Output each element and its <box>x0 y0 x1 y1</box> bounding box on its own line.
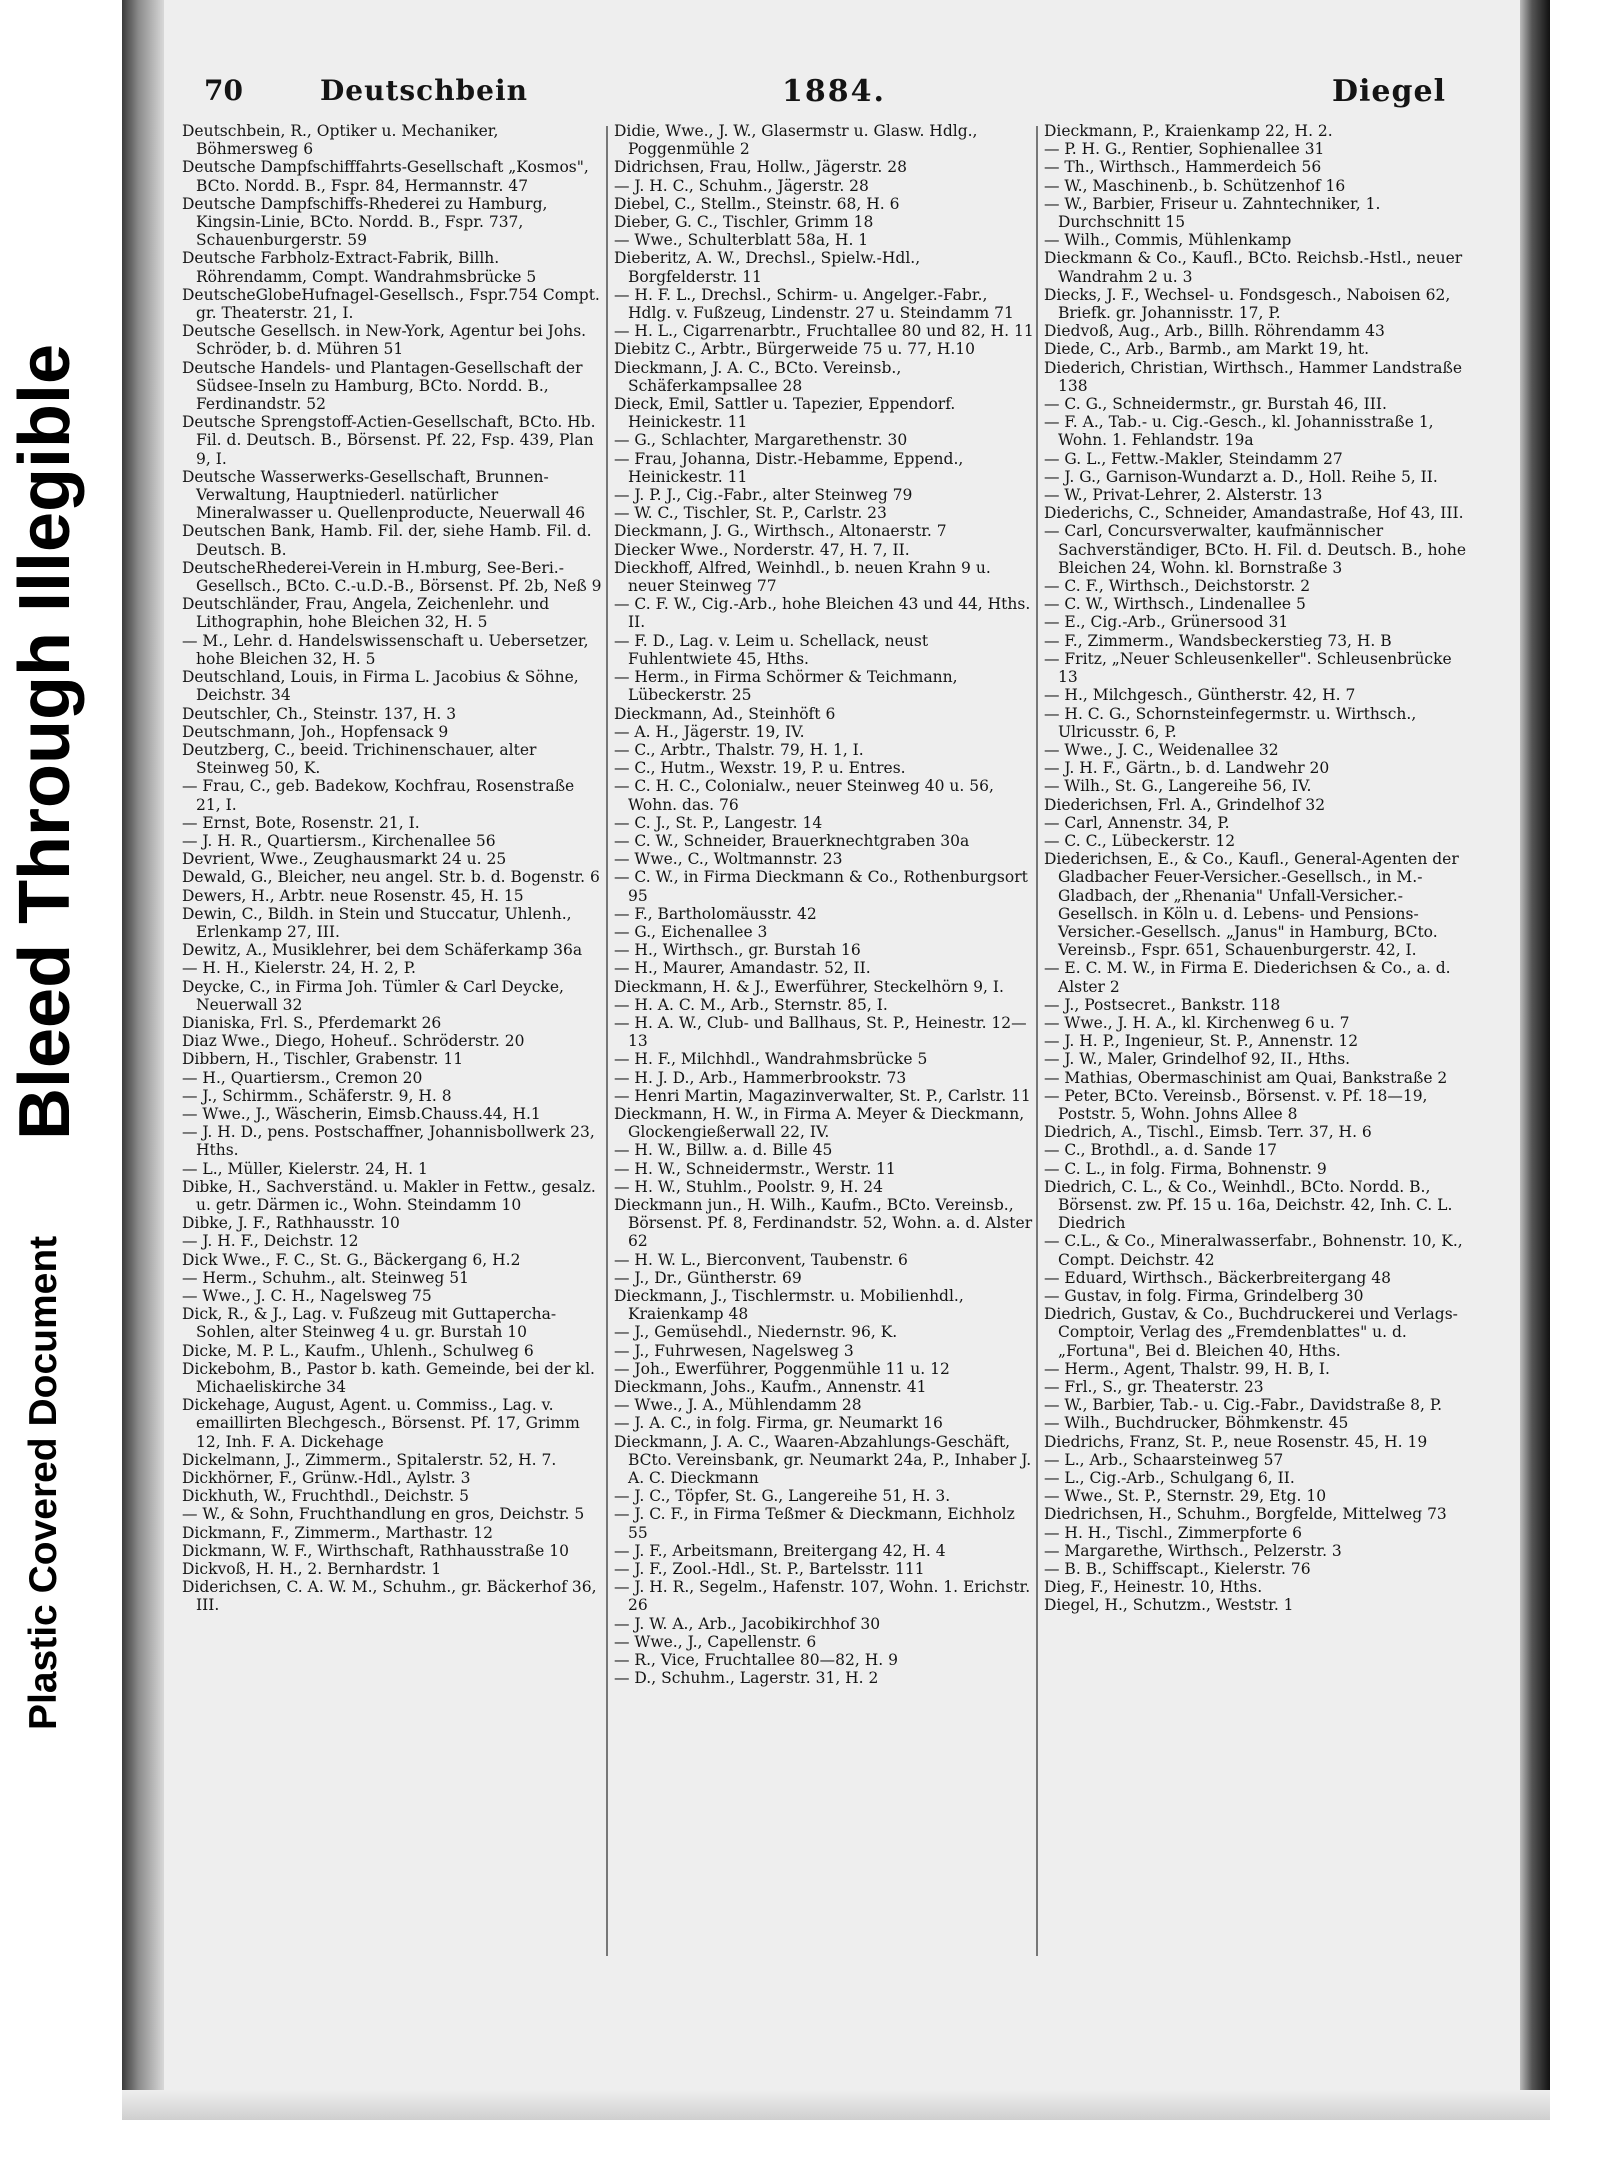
directory-entry: — C. W., Wirthsch., Lindenallee 5 <box>1044 595 1306 614</box>
directory-entry: Deutsche Dampfschiffs-Rhederei zu Hamburg, Kingsin-Linie, BCto. Nordd. B., Fspr. 737, Schauenburgerstr. 59 <box>182 194 548 250</box>
directory-entry: Diedvoß, Aug., Arb., Billh. Röhrendamm 43 <box>1044 322 1385 341</box>
directory-entry: — H. W., Billw. a. d. Bille 45 <box>614 1141 833 1160</box>
directory-entry: — Frl., S., gr. Theaterstr. 23 <box>1044 1378 1264 1397</box>
directory-entry: DeutscheGlobeHufnagel-Gesellsch., Fspr.754 Compt. gr. Theaterstr. 21, I. <box>182 285 600 323</box>
directory-entry: Dick, R., & J., Lag. v. Fußzeug mit Guttapercha-Sohlen, alter Steinweg 4 u. gr. Burstah 10 <box>182 1305 557 1342</box>
running-head-year: 1884. <box>782 74 886 109</box>
directory-entry: Dieck, Emil, Sattler u. Tapezier, Eppendorf. Heinickestr. 11 <box>614 395 956 432</box>
directory-entry: — C., Hutm., Wexstr. 19, P. u. Entres. <box>614 759 906 778</box>
directory-entry: — W., & Sohn, Fruchthandlung en gros, Deichstr. 5 <box>182 1505 585 1524</box>
directory-entry: — W., Maschinenb., b. Schützenhof 16 <box>1044 176 1346 195</box>
directory-entry: — J. H. P., Ingenieur, St. P., Annenstr. 12 <box>1044 1032 1359 1051</box>
directory-entry: — C. F. W., Cig.-Arb., hohe Bleichen 43 und 44, Hths. II. <box>614 595 1031 632</box>
directory-entry: Dieckmann, Ad., Steinhöft 6 <box>614 704 836 723</box>
directory-entry: — H. L., Cigarrenarbtr., Fruchtallee 80 und 82, H. 11 <box>614 322 1034 341</box>
directory-entry: Deutschland, Louis, in Firma L. Jacobius & Söhne, Deichstr. 34 <box>182 668 579 705</box>
directory-entry: — G., Schlachter, Margarethenstr. 30 <box>614 431 908 450</box>
directory-entry: Deutschler, Ch., Steinstr. 137, H. 3 <box>182 704 457 723</box>
directory-entry: — Herm., Agent, Thalstr. 99, H. B, I. <box>1044 1359 1330 1378</box>
directory-entry: Dieckmann, H. & J., Ewerführer, Steckelhörn 9, I. <box>614 977 1004 996</box>
directory-entry: — C. F., Wirthsch., Deichstorstr. 2 <box>1044 577 1311 596</box>
directory-entry: Diebitz C., Arbtr., Bürgerweide 75 u. 77, H.10 <box>614 340 976 359</box>
directory-entry: Deutsche Farbholz-Extract-Fabrik, Billh. Röhrendamm, Compt. Wandrahmsbrücke 5 <box>182 249 537 286</box>
directory-entry: — Herm., Schuhm., alt. Steinweg 51 <box>182 1268 469 1287</box>
directory-entry: — Joh., Ewerführer, Poggenmühle 11 u. 12 <box>614 1359 950 1378</box>
directory-entry: — C. W., in Firma Dieckmann & Co., Rothenburgsort 95 <box>614 868 1028 905</box>
directory-entry: — W. C., Tischler, St. P., Carlstr. 23 <box>614 504 887 523</box>
directory-entry: Dieckmann & Co., Kaufl., BCto. Reichsb.-Hstl., neuer Wandrahm 2 u. 3 <box>1044 249 1463 286</box>
directory-entry: — C. H. C., Colonialw., neuer Steinweg 40 u. 56, Wohn. das. 76 <box>614 777 994 814</box>
directory-entry: Deutzberg, C., beeid. Trichinenschauer, alter Steinweg 50, K. <box>182 740 537 778</box>
directory-entry: — Gustav, in folg. Firma, Grindelberg 30 <box>1044 1287 1364 1305</box>
directory-entry: — J. W., Maler, Grindelhof 92, II., Hths. <box>1044 1050 1351 1069</box>
directory-entry: — Carl, Concursverwalter, kaufmännischer Sachverständiger, BCto. H. Fil. d. Deutsch. B., hohe Bleichen 24, Wohn. kl. Bornstraße 3 <box>1044 522 1467 577</box>
directory-entry: — A. H., Jägerstr. 19, IV. <box>614 722 805 741</box>
directory-entry: — R., Vice, Fruchtallee 80—82, H. 9 <box>614 1651 898 1670</box>
directory-entry: Didie, Wwe., J. W., Glasermstr u. Glasw. Hdlg., Poggenmühle 2 <box>614 122 978 159</box>
directory-entry: — M., Lehr. d. Handelswissenschaft u. Uebersetzer, hohe Bleichen 32, H. 5 <box>182 631 589 668</box>
directory-entry: — J. W. A., Arb., Jacobikirchhof 30 <box>614 1614 881 1633</box>
directory-entry: — J. P. J., Cig.-Fabr., alter Steinweg 79 <box>614 486 913 505</box>
directory-entry: — J., Dr., Güntherstr. 69 <box>614 1268 802 1287</box>
directory-entry: — H. W. L., Bierconvent, Taubenstr. 6 <box>614 1250 908 1269</box>
sidebar <box>0 0 120 2177</box>
directory-entry: — J. C. F., in Firma Teßmer & Dieckmann, Eichholz 55 <box>614 1505 1015 1542</box>
directory-entry: — J. H. R., Segelm., Hafenstr. 107, Wohn. 1. Erichstr. 26 <box>614 1578 1031 1615</box>
directory-entry: Diedrichs, Franz, St. P., neue Rosenstr. 45, H. 19 <box>1044 1432 1428 1451</box>
directory-entry: — H. F. L., Drechsl., Schirm- u. Angelger.-Fabr., Hdlg. v. Fußzeug, Lindenstr. 27 u. Steindamm 71 <box>614 285 1014 323</box>
directory-entry: Dewers, H., Arbtr. neue Rosenstr. 45, H. 15 <box>182 886 524 905</box>
directory-entry: — Wwe., St. P., Sternstr. 29, Etg. 10 <box>1044 1487 1327 1506</box>
directory-entry: Diedrich, Gustav, & Co., Buchdruckerei und Verlags-Comptoir, Verlag des „Fremdenblattes" u. d. „Fortuna", Bei d. Bleichen 40, Hths. <box>1044 1305 1458 1360</box>
directory-entry: — F. D., Lag. v. Leim u. Schellack, neust Fuhlentwiete 45, Hths. <box>614 631 929 668</box>
directory-entry: — W., Barbier, Tab.- u. Cig.-Fabr., Davidstraße 8, P. <box>1044 1396 1443 1415</box>
directory-entry: Dianiska, Frl. S., Pferdemarkt 26 <box>182 1013 442 1032</box>
directory-entry: Deutschländer, Frau, Angela, Zeichenlehr. und Lithographin, hohe Bleichen 32, H. 5 <box>182 595 550 632</box>
directory-entry: — H. A. C. M., Arb., Sternstr. 85, I. <box>614 995 888 1014</box>
directory-entry: — Wwe., J. C., Weidenallee 32 <box>1044 740 1279 759</box>
directory-entry: Dieckmann, Johs., Kaufm., Annenstr. 41 <box>614 1378 927 1397</box>
directory-entry: — Ernst, Bote, Rosenstr. 21, I. <box>182 813 420 832</box>
directory-entry: — Henri Martin, Magazinverwalter, St. P., Carlstr. 11 <box>614 1086 1031 1105</box>
directory-entry: — H. W., Schneidermstr., Werstr. 11 <box>614 1159 896 1178</box>
directory-entry: — C., Brothdl., a. d. Sande 17 <box>1044 1141 1277 1160</box>
directory-entry: Dieckmann jun., H. Wilh., Kaufm., BCto. Vereinsb., Börsenst. Pf. 8, Ferdinandstr. 52, Wohn. a. d. Alster 62 <box>614 1195 1033 1251</box>
directory-entry: Diegel, H., Schutzm., Weststr. 1 <box>1044 1596 1294 1615</box>
directory-entry: Deutsche Handels- und Plantagen-Gesellschaft der Südsee-Inseln zu Hamburg, BCto. Nordd. B., Ferdinandstr. 52 <box>182 358 583 414</box>
directory-entry: — H., Quartiersm., Cremon 20 <box>182 1068 423 1087</box>
page-binding-shadow <box>122 0 164 2120</box>
directory-entry: — C. G., Schneidermstr., gr. Burstah 46, III. <box>1044 395 1387 414</box>
directory-entry: — Wilh., Buchdrucker, Böhmkenstr. 45 <box>1044 1414 1349 1433</box>
directory-entry: — Wwe., J., Wäscherin, Eimsb.Chauss.44, H.1 <box>182 1104 541 1123</box>
directory-entry: — Frau, C., geb. Badekow, Kochfrau, Rosenstraße 21, I. <box>182 777 575 814</box>
directory-entry: Dieckhoff, Alfred, Weinhdl., b. neuen Krahn 9 u. neuer Steinweg 77 <box>614 558 991 596</box>
directory-entry: — Mathias, Obermaschinist am Quai, Bankstraße 2 <box>1044 1068 1448 1087</box>
directory-entry: — Wwe., J. A., Mühlendamm 28 <box>614 1396 862 1415</box>
directory-entry: — H. A. W., Club- und Ballhaus, St. P., Heinestr. 12—13 <box>614 1013 1027 1051</box>
directory-entry: — H., Milchgesch., Güntherstr. 42, H. 7 <box>1044 686 1356 705</box>
directory-entry: Diedrichsen, H., Schuhm., Borgfelde, Mittelweg 73 <box>1044 1505 1447 1524</box>
directory-entry: — G., Eichenallee 3 <box>614 922 768 941</box>
directory-entry: Dewitz, A., Musiklehrer, bei dem Schäferkamp 36a <box>182 941 583 960</box>
directory-entry: — Wwe., J. C. H., Nagelsweg 75 <box>182 1287 432 1305</box>
directory-entry: — C. J., St. P., Langestr. 14 <box>614 813 823 832</box>
directory-entry: Dicke, M. P. L., Kaufm., Uhlenh., Schulweg 6 <box>182 1341 534 1360</box>
directory-entry: Diderichsen, C. A. W. M., Schuhm., gr. Bäckerhof 36, III. <box>182 1578 597 1615</box>
directory-entry: — Wwe., J., Capellenstr. 6 <box>614 1632 817 1651</box>
directory-entry: Dieckmann, J. A. C., Waaren-Abzahlungs-Geschäft, BCto. Vereinsbank, gr. Neumarkt 24a, P., Inhaber J. A. C. Dieckmann <box>614 1432 1032 1488</box>
directory-entry: — J. H. R., Quartiersm., Kirchenallee 56 <box>182 831 496 850</box>
directory-entry: — Peter, BCto. Vereinsb., Börsenst. v. Pf. 18—19, Poststr. 5, Wohn. Johns Allee 8 <box>1044 1086 1428 1123</box>
directory-entry: — C.L., & Co., Mineralwasserfabr., Bohnenstr. 10, K., Compt. Deichstr. 42 <box>1044 1232 1463 1269</box>
directory-entry: — Wwe., J. H. A., kl. Kirchenweg 6 u. 7 <box>1044 1013 1350 1032</box>
plastic-covered-label: Plastic Covered Document <box>22 1235 65 1730</box>
directory-entry: — J. A. C., in folg. Firma, gr. Neumarkt 16 <box>614 1414 943 1433</box>
running-head-right: Diegel <box>1332 74 1446 109</box>
directory-entry: — J., Fuhrwesen, Nagelsweg 3 <box>614 1341 854 1360</box>
directory-entry: Dieckmann, J. A. C., BCto. Vereinsb., Schäferkampsallee 28 <box>614 358 902 395</box>
directory-entry: — D., Schuhm., Lagerstr. 31, H. 2 <box>614 1669 879 1688</box>
directory-entry: — Carl, Annenstr. 34, P. <box>1044 813 1230 832</box>
directory-entry: Dickhuth, W., Fruchthdl., Deichstr. 5 <box>182 1487 469 1506</box>
directory-entry: Dewald, G., Bleicher, neu angel. Str. b. d. Bogenstr. 6 <box>182 868 600 887</box>
page-number: 70 <box>204 74 243 107</box>
directory-entry: Deutsche Sprengstoff-Actien-Gesellschaft, BCto. Hb. Fil. d. Deutsch. B., Börsenst. Pf. 22, Fsp. 439, Plan 9, I. <box>182 413 596 468</box>
directory-entry: — C. C., Lübeckerstr. 12 <box>1044 831 1236 850</box>
directory-entry: Dickebohm, B., Pastor b. kath. Gemeinde, bei der kl. Michaeliskirche 34 <box>182 1359 595 1397</box>
directory-entry: — J. F., Zool.-Hdl., St. P., Bartelsstr. 111 <box>614 1560 925 1579</box>
directory-entry: — J., Schirmm., Schäferstr. 9, H. 8 <box>182 1086 452 1105</box>
directory-entry: — P. H. G., Rentier, Sophienallee 31 <box>1044 140 1325 159</box>
directory-entry: Dieckmann, J., Tischlermstr. u. Mobilienhdl., Kraienkamp 48 <box>614 1287 964 1324</box>
directory-entry: Dewin, C., Bildh. in Stein und Stuccatur, Uhlenh., Erlenkamp 27, III. <box>182 904 572 941</box>
directory-entry: — J. H. F., Gärtn., b. d. Landwehr 20 <box>1044 759 1330 778</box>
directory-entry: — J., Postsecret., Bankstr. 118 <box>1044 995 1281 1014</box>
directory-entry: — J. H. C., Schuhm., Jägerstr. 28 <box>614 176 869 195</box>
directory-entry: Dieckmann, J. G., Wirthsch., Altonaerstr. 7 <box>614 522 947 541</box>
directory-entry: — C., Arbtr., Thalstr. 79, H. 1, I. <box>614 740 864 759</box>
directory-entry: — Margarethe, Wirthsch., Pelzerstr. 3 <box>1044 1541 1342 1560</box>
directory-entry: — H. H., Kielerstr. 24, H. 2, P. <box>182 959 416 978</box>
directory-entry: Deutschmann, Joh., Hopfensack 9 <box>182 722 449 741</box>
directory-entry: — J. C., Töpfer, St. G., Langereihe 51, H. 3. <box>614 1487 951 1506</box>
directory-entry: — W., Barbier, Friseur u. Zahntechniker, 1. Durchschnitt 15 <box>1044 194 1381 232</box>
directory-entry: — E. C. M. W., in Firma E. Diederichsen & Co., a. d. Alster 2 <box>1044 959 1451 996</box>
running-head-left: Deutschbein <box>320 74 528 107</box>
directory-entry: Diede, C., Arb., Barmb., am Markt 19, ht. <box>1044 340 1369 359</box>
directory-entry: — J. F., Arbeitsmann, Breitergang 42, H. 4 <box>614 1541 946 1560</box>
directory-entry: Dibbern, H., Tischler, Grabenstr. 11 <box>182 1050 464 1069</box>
directory-entry: — W., Privat-Lehrer, 2. Alsterstr. 13 <box>1044 486 1323 505</box>
directory-entry: — J. G., Garnison-Wundarzt a. D., Holl. Reihe 5, II. <box>1044 467 1438 486</box>
directory-entry: — L., Müller, Kielerstr. 24, H. 1 <box>182 1159 428 1178</box>
directory-entry: Devrient, Wwe., Zeughausmarkt 24 u. 25 <box>182 850 507 869</box>
directory-entry: DeutscheRhederei-Verein in H.mburg, See-Beri.-Gesellsch., BCto. C.-u.D.-B., Börsenst. Pf. 2b, Neß 9 <box>182 558 602 596</box>
directory-entry: Dickvoß, H. H., 2. Bernhardstr. 1 <box>182 1560 442 1579</box>
directory-entry: Dieckmann, P., Kraienkamp 22, H. 2. <box>1044 122 1333 140</box>
directory-entry: Deutschbein, R., Optiker u. Mechaniker, Böhmersweg 6 <box>182 122 499 159</box>
directory-entry: — L., Cig.-Arb., Schulgang 6, II. <box>1044 1469 1295 1488</box>
directory-entry: — C. W., Schneider, Brauerknechtgraben 30a <box>614 831 970 850</box>
directory-entry: — H. J. D., Arb., Hammerbrookstr. 73 <box>614 1068 907 1087</box>
directory-entry: — Frau, Johanna, Distr.-Hebamme, Eppend., Heinickestr. 11 <box>614 449 964 486</box>
directory-entry: — Wwe., C., Woltmannstr. 23 <box>614 850 843 869</box>
directory-entry: — L., Arb., Schaarsteinweg 57 <box>1044 1450 1284 1469</box>
directory-entry: — E., Cig.-Arb., Grünersood 31 <box>1044 613 1289 632</box>
directory-entry: — H. W., Stuhlm., Poolstr. 9, H. 24 <box>614 1177 884 1196</box>
directory-entry: — G. L., Fettw.-Makler, Steindamm 27 <box>1044 449 1343 468</box>
column-rule <box>606 126 608 1956</box>
directory-entry: Deutsche Wasserwerks-Gesellschaft, Brunnen-Verwaltung, Hauptniederl. natürlicher Mineralwasser u. Quellenproducte, Neuerwall 46 <box>182 467 586 523</box>
directory-entry: Deutsche Dampfschifffahrts-Gesellschaft „Kosmos", BCto. Nordd. B., Fspr. 84, Hermannstr. 47 <box>182 158 589 195</box>
directory-entry: Dieckmann, H. W., in Firma A. Meyer & Dieckmann, Glockengießerwall 22, IV. <box>614 1104 1025 1142</box>
bleed-through-label: Bleed Through Illegible <box>5 343 85 1140</box>
directory-entry: — H. H., Tischl., Zimmerpforte 6 <box>1044 1523 1303 1542</box>
directory-entry: Dieber, G. C., Tischler, Grimm 18 <box>614 213 874 232</box>
directory-entry: — Wwe., Schulterblatt 58a, H. 1 <box>614 231 869 250</box>
directory-entry: Dickmann, F., Zimmerm., Marthastr. 12 <box>182 1523 493 1542</box>
directory-entry: — Eduard, Wirthsch., Bäckerbreitergang 48 <box>1044 1268 1391 1287</box>
directory-entry: — H., Wirthsch., gr. Burstah 16 <box>614 941 861 960</box>
directory-entry: — Th., Wirthsch., Hammerdeich 56 <box>1044 158 1322 177</box>
directory-entry: Deutschen Bank, Hamb. Fil. der, siehe Hamb. Fil. d. Deutsch. B. <box>182 522 592 559</box>
directory-entry: Dieberitz, A. W., Drechsl., Spielw.-Hdl., Borgfelderstr. 11 <box>614 249 921 286</box>
directory-entry: — Fritz, „Neuer Schleusenkeller". Schleusenbrücke 13 <box>1044 649 1452 687</box>
scanned-page <box>122 0 1550 2120</box>
directory-entry: Dickehage, August, Agent. u. Commiss., Lag. v. emaillirten Blechgesch., Börsenst. Pf. 17, Grimm 12, Inh. F. A. Dickehage <box>182 1396 580 1451</box>
directory-entry: Dickmann, W. F., Wirthschaft, Rathhausstraße 10 <box>182 1541 569 1560</box>
directory-entry: Deutsche Gesellsch. in New-York, Agentur bei Johs. Schröder, b. d. Mühren 51 <box>182 322 587 359</box>
directory-entry: Diedrich, A., Tischl., Eimsb. Terr. 37, H. 6 <box>1044 1123 1372 1142</box>
directory-entry: Dibke, J. F., Rathhausstr. 10 <box>182 1214 400 1233</box>
directory-entry: — J. H. D., pens. Postschaffner, Johannisbollwerk 23, Hths. <box>182 1123 595 1160</box>
directory-entry: Didrichsen, Frau, Hollw., Jägerstr. 28 <box>614 158 907 177</box>
directory-entry: Diebel, C., Stellm., Steinstr. 68, H. 6 <box>614 194 900 213</box>
directory-entry: — Herm., in Firma Schörmer & Teichmann, Lübeckerstr. 25 <box>614 668 958 705</box>
directory-entry: Diederichsen, E., & Co., Kaufl., General-Agenten der Gladbacher Feuer-Versicher.-Gesellsch., in M.-Gladbach, der „Rhenania" Unfall-Versicher.-Gesellsch. in Köln u. d. Lebens- und Pensions-Versicher.-Gesellsch. „Janus" in Hamburg, BCto. Vereinsb., Fspr. 651, Schauenburgerstr. 42, I. <box>1044 850 1459 960</box>
directory-column-1 <box>182 122 602 1615</box>
column-rule <box>1036 126 1038 1956</box>
directory-entry: Diederich, Christian, Wirthsch., Hammer Landstraße 138 <box>1044 358 1463 395</box>
directory-entry: — F. A., Tab.- u. Cig.-Gesch., kl. Johannisstraße 1, Wohn. 1. Fehlandstr. 19a <box>1044 413 1434 450</box>
directory-entry: Dibke, H., Sachverständ. u. Makler in Fettw., gesalz. u. getr. Därmen ic., Wohn. Steindamm 10 <box>182 1177 596 1214</box>
page-right-edge <box>1520 0 1550 2120</box>
directory-entry: Dickhörner, F., Grünw.-Hdl., Aylstr. 3 <box>182 1469 471 1488</box>
directory-entry: — J. H. F., Deichstr. 12 <box>182 1232 359 1251</box>
directory-entry: — H. C. G., Schornsteinfegermstr. u. Wirthsch., Ulricusstr. 6, P. <box>1044 704 1417 741</box>
directory-entry: Diaz Wwe., Diego, Hoheuf.. Schröderstr. 20 <box>182 1032 525 1051</box>
directory-entry: Dick Wwe., F. C., St. G., Bäckergang 6, H.2 <box>182 1250 521 1269</box>
directory-entry: — C. L., in folg. Firma, Bohnenstr. 9 <box>1044 1159 1327 1178</box>
directory-entry: — F., Bartholomäusstr. 42 <box>614 904 817 923</box>
directory-entry: Dieg, F., Heinestr. 10, Hths. <box>1044 1578 1263 1597</box>
directory-entry: Diecks, J. F., Wechsel- u. Fondsgesch., Naboisen 62, Briefk. gr. Johannisstr. 17, P. <box>1044 285 1451 323</box>
directory-entry: Deycke, C., in Firma Joh. Tümler & Carl Deycke, Neuerwall 32 <box>182 977 564 1014</box>
directory-entry: Diedrich, C. L., & Co., Weinhdl., BCto. Nordd. B., Börsenst. zw. Pf. 15 u. 16a, Deichstr. 42, Inh. C. L. Diedrich <box>1044 1177 1453 1233</box>
directory-entry: — H. F., Milchhdl., Wandrahmsbrücke 5 <box>614 1050 928 1069</box>
directory-entry: Diecker Wwe., Norderstr. 47, H. 7, II. <box>614 540 910 559</box>
directory-entry: — F., Zimmerm., Wandsbeckerstieg 73, H. B <box>1044 631 1392 650</box>
directory-entry: Diederichsen, Frl. A., Grindelhof 32 <box>1044 795 1326 814</box>
directory-entry: — B. B., Schiffscapt., Kielerstr. 76 <box>1044 1560 1311 1579</box>
page-bottom-edge <box>122 2090 1550 2120</box>
directory-column-2 <box>614 122 1034 1687</box>
directory-column-3 <box>1044 122 1470 1615</box>
directory-entry: — J., Gemüsehdl., Niedernstr. 96, K. <box>614 1323 898 1342</box>
directory-entry: — H., Maurer, Amandastr. 52, II. <box>614 959 871 978</box>
directory-entry: — Wilh., Commis, Mühlenkamp <box>1044 231 1292 250</box>
directory-entry: — Wilh., St. G., Langereihe 56, IV. <box>1044 777 1312 796</box>
directory-entry: Dickelmann, J., Zimmerm., Spitalerstr. 52, H. 7. <box>182 1450 557 1469</box>
directory-entry: Diederichs, C., Schneider, Amandastraße, Hof 43, III. <box>1044 504 1464 523</box>
